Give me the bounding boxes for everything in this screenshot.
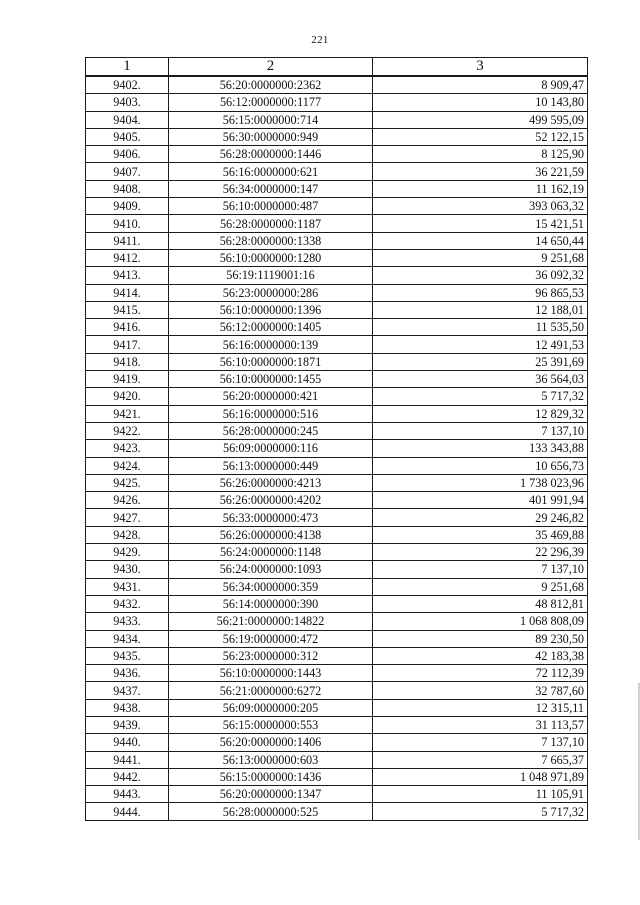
cadastral-number-cell: 56:09:0000000:205	[169, 699, 373, 716]
value-cell: 31 113,57	[373, 716, 588, 733]
table-row	[86, 440, 588, 457]
row-number-cell: 9441.	[86, 751, 169, 768]
cadastral-number-cell: 56:21:0000000:14822	[169, 613, 373, 630]
cadastral-number-cell: 56:10:0000000:1455	[169, 371, 373, 388]
row-number-cell: 9420.	[86, 388, 169, 405]
cadastral-number-cell: 56:16:0000000:139	[169, 336, 373, 353]
cadastral-number-cell: 56:13:0000000:449	[169, 457, 373, 474]
cadastral-number-cell: 56:16:0000000:621	[169, 163, 373, 180]
value-cell: 14 650,44	[373, 232, 588, 249]
value-cell: 96 865,53	[373, 284, 588, 301]
row-number-cell: 9412.	[86, 249, 169, 266]
row-number-cell: 9408.	[86, 180, 169, 197]
table-row	[86, 630, 588, 647]
value-cell: 42 183,38	[373, 647, 588, 664]
table-row	[86, 319, 588, 336]
table-row	[86, 561, 588, 578]
row-number-cell: 9434.	[86, 630, 169, 647]
row-number-cell: 9411.	[86, 232, 169, 249]
table-row	[86, 665, 588, 682]
value-cell: 11 105,91	[373, 786, 588, 803]
value-cell: 15 421,51	[373, 215, 588, 232]
cadastral-number-cell: 56:30:0000000:949	[169, 128, 373, 145]
value-cell: 36 092,32	[373, 267, 588, 284]
cadastral-number-cell: 56:28:0000000:1338	[169, 232, 373, 249]
table-row	[86, 578, 588, 595]
cadastral-number-cell: 56:20:0000000:1347	[169, 786, 373, 803]
row-number-cell: 9405.	[86, 128, 169, 145]
value-cell: 7 665,37	[373, 751, 588, 768]
cadastral-number-cell: 56:20:0000000:1406	[169, 734, 373, 751]
cadastral-number-cell: 56:20:0000000:2362	[169, 76, 373, 94]
value-cell: 8 125,90	[373, 146, 588, 163]
table-row	[86, 474, 588, 491]
row-number-cell: 9444.	[86, 803, 169, 820]
column-header-cadastral-number: 2	[169, 58, 373, 77]
table-row	[86, 405, 588, 422]
table-row	[86, 786, 588, 803]
row-number-cell: 9404.	[86, 111, 169, 128]
table-row	[86, 595, 588, 612]
table-row	[86, 803, 588, 820]
cadastral-number-cell: 56:19:1119001:16	[169, 267, 373, 284]
table-row	[86, 128, 588, 145]
table-row	[86, 509, 588, 526]
value-cell: 48 812,81	[373, 595, 588, 612]
cadastral-value-table	[85, 57, 588, 821]
row-number-cell: 9409.	[86, 198, 169, 215]
cadastral-number-cell: 56:12:0000000:1405	[169, 319, 373, 336]
row-number-cell: 9440.	[86, 734, 169, 751]
cadastral-number-cell: 56:15:0000000:714	[169, 111, 373, 128]
row-number-cell: 9435.	[86, 647, 169, 664]
cadastral-number-cell: 56:10:0000000:1871	[169, 353, 373, 370]
table-body	[86, 76, 588, 820]
row-number-cell: 9430.	[86, 561, 169, 578]
value-cell: 9 251,68	[373, 578, 588, 595]
row-number-cell: 9432.	[86, 595, 169, 612]
value-cell: 12 188,01	[373, 301, 588, 318]
table-row	[86, 751, 588, 768]
value-cell: 11 162,19	[373, 180, 588, 197]
value-cell: 35 469,88	[373, 526, 588, 543]
row-number-cell: 9415.	[86, 301, 169, 318]
row-number-cell: 9439.	[86, 716, 169, 733]
cadastral-number-cell: 56:13:0000000:603	[169, 751, 373, 768]
table-row	[86, 284, 588, 301]
row-number-cell: 9427.	[86, 509, 169, 526]
cadastral-number-cell: 56:28:0000000:1446	[169, 146, 373, 163]
value-cell: 36 221,59	[373, 163, 588, 180]
row-number-cell: 9406.	[86, 146, 169, 163]
column-header-number: 1	[86, 58, 169, 77]
table-row	[86, 180, 588, 197]
table-row	[86, 249, 588, 266]
row-number-cell: 9423.	[86, 440, 169, 457]
row-number-cell: 9413.	[86, 267, 169, 284]
value-cell: 7 137,10	[373, 734, 588, 751]
row-number-cell: 9428.	[86, 526, 169, 543]
cadastral-number-cell: 56:28:0000000:245	[169, 422, 373, 439]
cadastral-number-cell: 56:28:0000000:525	[169, 803, 373, 820]
value-cell: 10 143,80	[373, 94, 588, 111]
cadastral-number-cell: 56:09:0000000:116	[169, 440, 373, 457]
cadastral-number-cell: 56:28:0000000:1187	[169, 215, 373, 232]
value-cell: 29 246,82	[373, 509, 588, 526]
row-number-cell: 9431.	[86, 578, 169, 595]
value-cell: 133 343,88	[373, 440, 588, 457]
row-number-cell: 9416.	[86, 319, 169, 336]
table-row	[86, 146, 588, 163]
value-cell: 12 491,53	[373, 336, 588, 353]
value-cell: 36 564,03	[373, 371, 588, 388]
table-header-row	[86, 58, 588, 77]
value-cell: 9 251,68	[373, 249, 588, 266]
table-row	[86, 544, 588, 561]
table-row	[86, 353, 588, 370]
value-cell: 401 991,94	[373, 492, 588, 509]
table-row	[86, 301, 588, 318]
cadastral-number-cell: 56:15:0000000:553	[169, 716, 373, 733]
value-cell: 1 048 971,89	[373, 768, 588, 785]
row-number-cell: 9403.	[86, 94, 169, 111]
table-row	[86, 526, 588, 543]
value-cell: 7 137,10	[373, 422, 588, 439]
value-cell: 1 068 808,09	[373, 613, 588, 630]
value-cell: 8 909,47	[373, 76, 588, 94]
cadastral-number-cell: 56:23:0000000:312	[169, 647, 373, 664]
row-number-cell: 9419.	[86, 371, 169, 388]
value-cell: 5 717,32	[373, 388, 588, 405]
cadastral-number-cell: 56:14:0000000:390	[169, 595, 373, 612]
row-number-cell: 9424.	[86, 457, 169, 474]
value-cell: 10 656,73	[373, 457, 588, 474]
table-row	[86, 647, 588, 664]
table-row	[86, 94, 588, 111]
table-row	[86, 232, 588, 249]
page-number: 221	[311, 34, 329, 46]
value-cell: 12 829,32	[373, 405, 588, 422]
cadastral-number-cell: 56:10:0000000:1443	[169, 665, 373, 682]
row-number-cell: 9421.	[86, 405, 169, 422]
value-cell: 393 063,32	[373, 198, 588, 215]
row-number-cell: 9443.	[86, 786, 169, 803]
value-cell: 499 595,09	[373, 111, 588, 128]
cadastral-number-cell: 56:26:0000000:4138	[169, 526, 373, 543]
value-cell: 1 738 023,96	[373, 474, 588, 491]
cadastral-number-cell: 56:21:0000000:6272	[169, 682, 373, 699]
table-row	[86, 457, 588, 474]
row-number-cell: 9402.	[86, 76, 169, 94]
row-number-cell: 9407.	[86, 163, 169, 180]
value-cell: 25 391,69	[373, 353, 588, 370]
cadastral-number-cell: 56:10:0000000:1280	[169, 249, 373, 266]
table-row	[86, 492, 588, 509]
value-cell: 32 787,60	[373, 682, 588, 699]
row-number-cell: 9410.	[86, 215, 169, 232]
row-number-cell: 9442.	[86, 768, 169, 785]
row-number-cell: 9436.	[86, 665, 169, 682]
table-row	[86, 163, 588, 180]
row-number-cell: 9438.	[86, 699, 169, 716]
cadastral-number-cell: 56:20:0000000:421	[169, 388, 373, 405]
value-cell: 72 112,39	[373, 665, 588, 682]
cadastral-number-cell: 56:34:0000000:147	[169, 180, 373, 197]
table-row	[86, 267, 588, 284]
value-cell: 89 230,50	[373, 630, 588, 647]
cadastral-number-cell: 56:24:0000000:1093	[169, 561, 373, 578]
row-number-cell: 9437.	[86, 682, 169, 699]
value-cell: 52 122,15	[373, 128, 588, 145]
cadastral-number-cell: 56:16:0000000:516	[169, 405, 373, 422]
cadastral-number-cell: 56:10:0000000:487	[169, 198, 373, 215]
table-row	[86, 76, 588, 94]
row-number-cell: 9418.	[86, 353, 169, 370]
row-number-cell: 9425.	[86, 474, 169, 491]
row-number-cell: 9417.	[86, 336, 169, 353]
table-row	[86, 768, 588, 785]
cadastral-number-cell: 56:26:0000000:4213	[169, 474, 373, 491]
table-row	[86, 371, 588, 388]
column-header-value: 3	[373, 58, 588, 77]
table-row	[86, 111, 588, 128]
cadastral-number-cell: 56:12:0000000:1177	[169, 94, 373, 111]
cadastral-number-cell: 56:24:0000000:1148	[169, 544, 373, 561]
cadastral-number-cell: 56:33:0000000:473	[169, 509, 373, 526]
row-number-cell: 9414.	[86, 284, 169, 301]
cadastral-number-cell: 56:26:0000000:4202	[169, 492, 373, 509]
table-row	[86, 682, 588, 699]
value-cell: 7 137,10	[373, 561, 588, 578]
table-row	[86, 336, 588, 353]
value-cell: 5 717,32	[373, 803, 588, 820]
cadastral-number-cell: 56:10:0000000:1396	[169, 301, 373, 318]
table-row	[86, 198, 588, 215]
table-row	[86, 699, 588, 716]
cadastral-number-cell: 56:23:0000000:286	[169, 284, 373, 301]
table-row	[86, 716, 588, 733]
value-cell: 11 535,50	[373, 319, 588, 336]
value-cell: 22 296,39	[373, 544, 588, 561]
table-row	[86, 215, 588, 232]
value-cell: 12 315,11	[373, 699, 588, 716]
table-row	[86, 388, 588, 405]
cadastral-number-cell: 56:15:0000000:1436	[169, 768, 373, 785]
cadastral-number-cell: 56:34:0000000:359	[169, 578, 373, 595]
row-number-cell: 9422.	[86, 422, 169, 439]
table-row	[86, 422, 588, 439]
cadastral-number-cell: 56:19:0000000:472	[169, 630, 373, 647]
table-row	[86, 613, 588, 630]
row-number-cell: 9433.	[86, 613, 169, 630]
row-number-cell: 9429.	[86, 544, 169, 561]
row-number-cell: 9426.	[86, 492, 169, 509]
table-row	[86, 734, 588, 751]
